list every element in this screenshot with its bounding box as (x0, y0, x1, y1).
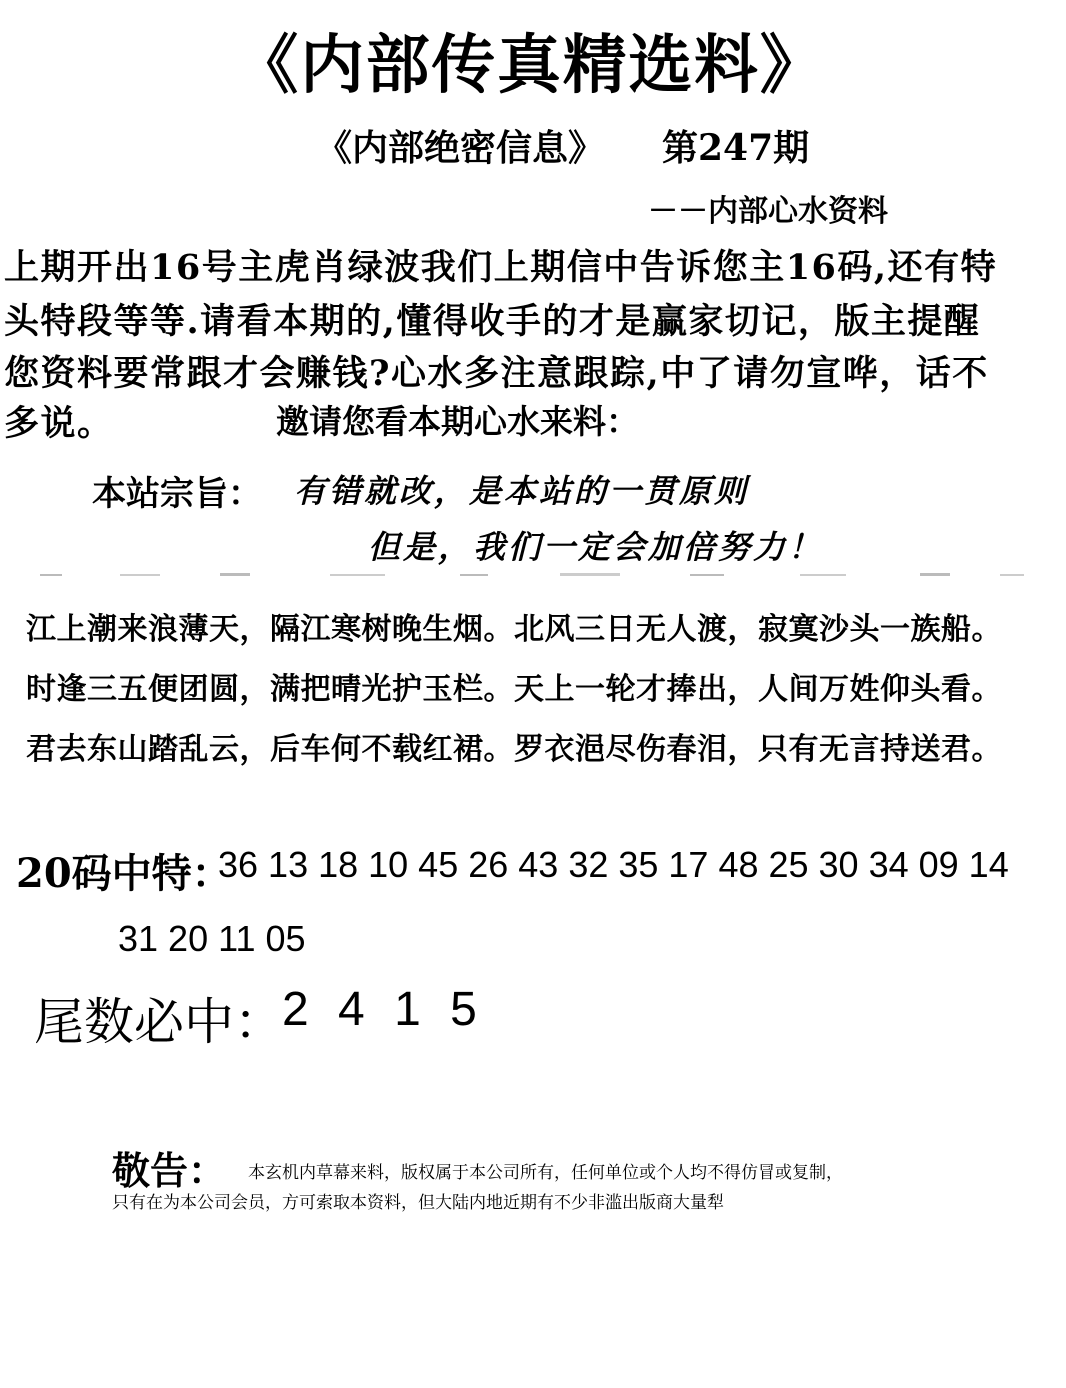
notice-line-2: 只有在为本公司会员，方可索取本资料，但大陆内地近期有不少非滥出版商大量犁 (112, 1193, 724, 1213)
tail-values: 2 4 1 5 (282, 983, 477, 1036)
notice-label: 敬告： (112, 1148, 227, 1193)
poem-line-1: 江上潮来浪薄天，隔江寒树晚生烟。北风三日无人渡，寂寞沙头一族船。 (26, 612, 1002, 647)
motto-label: 本站宗旨： (92, 474, 262, 514)
notice-line-1: 本玄机内草幕来料，版权属于本公司所有，任何单位或个人均不得仿冒或复制， (248, 1163, 843, 1183)
subtitle: 《内部绝密信息》 (316, 127, 605, 169)
intro-line-2: 头特段等等.请看本期的,懂得收手的才是赢家切记，版主提醒 (4, 301, 981, 342)
motto-line-2: 但是，我们一定会加倍努力！ (368, 528, 824, 566)
invite-text: 邀请您看本期心水来料： (276, 402, 639, 441)
page-title: 《内部传真精选料》 (234, 28, 826, 103)
speckle-divider (40, 572, 1040, 578)
tail-label: 尾数必中： (34, 993, 284, 1051)
poem-line-2: 时逢三五便团圆，满把晴光护玉栏。天上一轮才捧出，人间万姓仰头看。 (26, 672, 1002, 707)
intro-line-4: 多说。 (4, 403, 114, 444)
poem-line-3: 君去东山踏乱云，后车何不载红裙。罗衣浥尽伤春泪，只有无言持送君。 (26, 732, 1002, 767)
issue-number: 第247期 (662, 127, 810, 169)
section-tag: －－内部心水资料 (648, 194, 888, 229)
codes-line-2: 31 20 11 05 (118, 918, 306, 959)
motto-line-1: 有错就改，是本站的一贯原则 (294, 472, 750, 510)
intro-line-1: 上期开出16号主虎肖绿波我们上期信中告诉您主16码,还有特 (4, 247, 998, 288)
intro-line-3: 您资料要常跟才会赚钱?心水多注意跟踪,中了请勿宣哗，话不 (4, 353, 989, 394)
codes-label: 20码中特： (16, 850, 232, 897)
codes-line-1: 36 13 18 10 45 26 43 32 35 17 48 25 30 34 09 14 (218, 844, 1009, 885)
